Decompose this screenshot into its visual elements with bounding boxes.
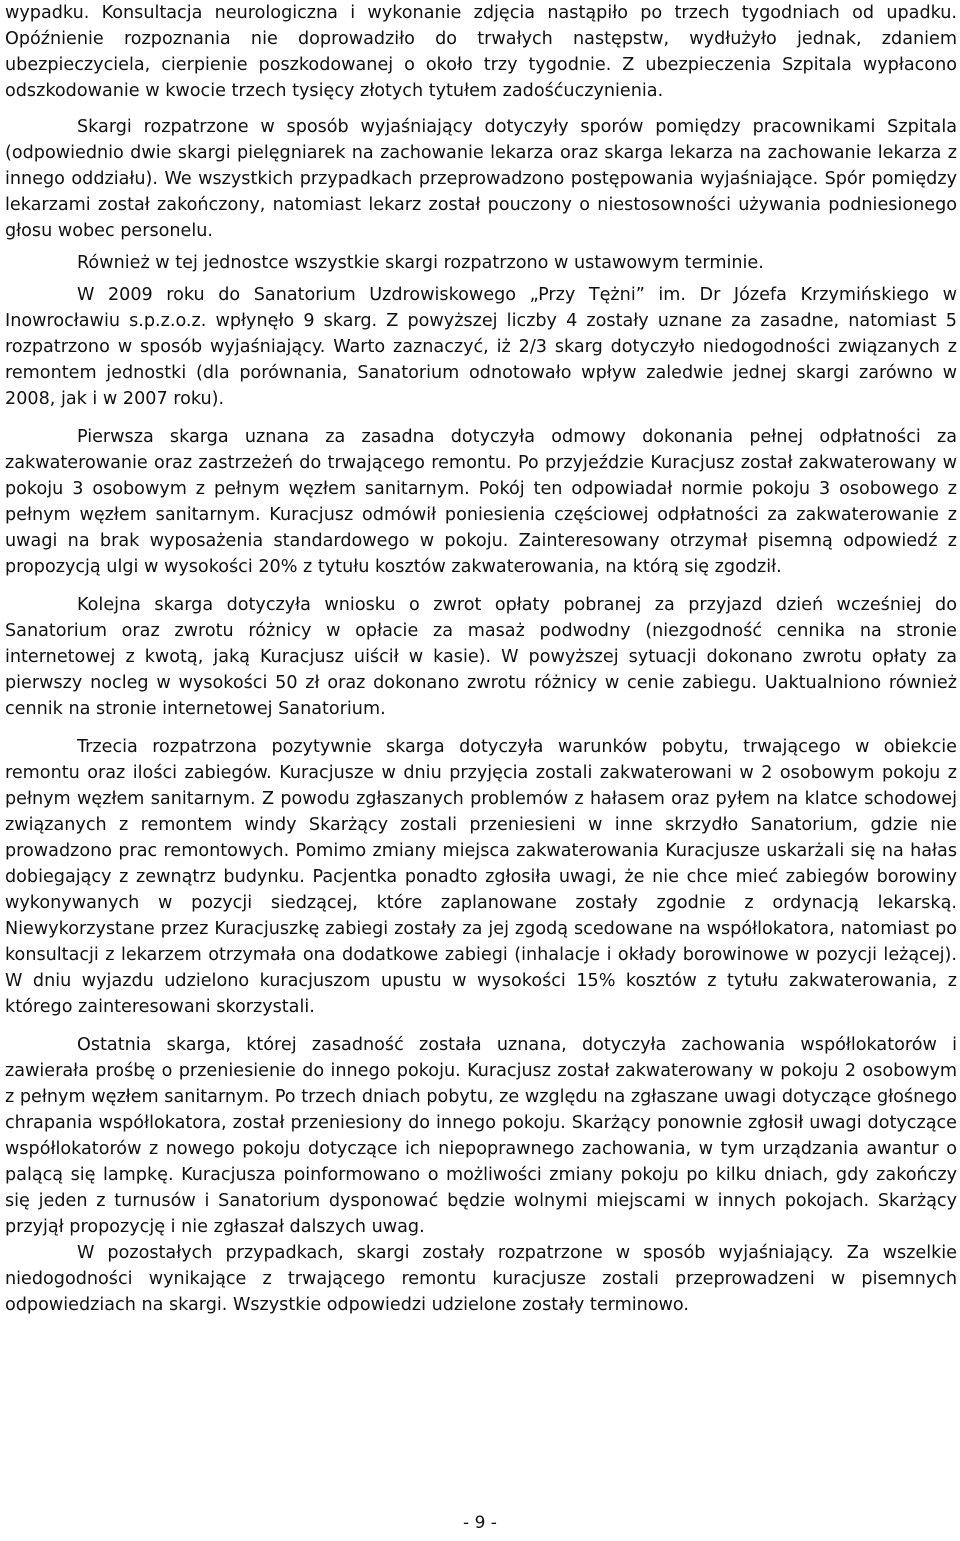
document-page — [5, 0, 957, 1318]
paragraph-statutory-term: Również w tej jednostce wszystkie skargi rozpatrzono w ustawowym terminie. — [77, 253, 764, 273]
page-number: - 9 - — [463, 1513, 497, 1533]
paragraph-third-complaint: Trzecia rozpatrzona pozytywnie skarga dotyczyła warunków pobytu, trwającego w obiekcie remontu oraz ilości zabiegów. Kuracjusze w dniu przyjęcia zostali zakwaterowani w 2 osobowym pokoju z pełnym węzłem sanitarnym. Z powodu zgłaszanych problemów z hałasem oraz pyłem na klatce schodowej związanych z remontem windy Skarżący zostali przeniesieni w inne skrzydło Sanatorium, gdzie nie prowadzono prac remontowych. Pomimo zmiany miejsca zakwaterowania Kuracjusze uskarżali się na hałas dobiegający z zewnątrz budynku. Pacjentka ponadto zgłosiła uwagi, że nie chce mieć zabiegów borowiny wykonywanych w pozycji siedzącej, które zaplanowane zostały zgodnie z ordynacją lekarską. Niewykorzystane przez Kuracjuszkę zabiegi zostały za jej zgodą scedowane na współlokatora, natomiast po konsultacji z lekarzem otrzymała ona dodatkowe zabiegi (inhalacje i okłady borowinowe w pozycji leżącej). W dniu wyjazdu udzielono kuracjuszom upustu w wysokości 15% kosztów z tytułu zakwaterowania, z którego zainteresowani skorzystali. — [5, 737, 957, 1017]
paragraph-continuation: wypadku. Konsultacja neurologiczna i wykonanie zdjęcia nastąpiło po trzech tygodniach od upadku. Opóźnienie rozpoznania nie doprowadziło do trwałych następstw, wydłużyło jednak, zdaniem ubezpieczyciela, cierpienie poszkodowanej o około trzy tygodnie. Z ubezpieczenia Szpitala wypłacono odszkodowanie w kwocie trzech tysięcy złotych tytułem zadośćuczynienia. — [5, 3, 957, 101]
paragraph-second-complaint: Kolejna skarga dotyczyła wniosku o zwrot opłaty pobranej za przyjazd dzień wcześniej do Sanatorium oraz zwrotu różnicy w opłacie za masaż podwodny (niezgodność cennika na stronie internetowej z kwotą, jaką Kuracjusz uiścił w kasie). W powyższej sytuacji dokonano zwrotu opłaty za pierwszy nocleg w wysokości 50 zł oraz dokonano zwrotu różnicy w cenie zabiegu. Uaktualniono również cennik na stronie internetowej Sanatorium. — [5, 595, 957, 719]
paragraph-hospital-complaints: Skargi rozpatrzone w sposób wyjaśniający dotyczyły sporów pomiędzy pracownikami Szpitala (odpowiednio dwie skargi pielęgniarek na zachowanie lekarza oraz skarga lekarza na zachowanie lekarza z innego oddziału). We wszystkich przypadkach przeprowadzono postępowania wyjaśniające. Spór pomiędzy lekarzami został zakończony, natomiast lekarz został pouczony o niestosowności używania podniesionego głosu wobec personelu. — [5, 117, 957, 241]
paragraph-last-complaint: Ostatnia skarga, której zasadność została uznana, dotyczyła zachowania współlokatorów i zawierała prośbę o przeniesienie do innego pokoju. Kuracjusz został zakwaterowany w pokoju 2 osobowym z pełnym węzłem sanitarnym. Po trzech dniach pobytu, ze względu na zgłaszane uwagi dotyczące głośnego chrapania współlokatora, został przeniesiony do innego pokoju. Skarżący ponownie zgłosił uwagi dotyczące współlokatorów z nowego pokoju dotyczące ich niepoprawnego zachowania, w tym urządzania awantur o palącą się lampkę. Kuracjusza poinformowano o możliwości zmiany pokoju po kilku dniach, gdy zakończy się jeden z turnusów i Sanatorium dysponować będzie wolnymi miejscami w innych pokojach. Skarżący przyjął propozycję i nie zgłaszał dalszych uwag. — [5, 1035, 957, 1237]
paragraph-sanatorium-intro: W 2009 roku do Sanatorium Uzdrowiskowego „Przy Tężni” im. Dr Józefa Krzymińskiego w Inowrocławiu s.p.z.o.z. wpłynęło 9 skarg. Z powyższej liczby 4 zostały uznane za zasadne, natomiast 5 rozpatrzono w sposób wyjaśniający. Warto zaznaczyć, iż 2/3 skarg dotyczyło niedogodności związanych z remontem jednostki (dla porównania, Sanatorium odnotowało wpływ zaledwie jednej skargi zarówno w 2008, jak i w 2007 roku). — [5, 285, 957, 409]
paragraph-remaining-cases: W pozostałych przypadkach, skargi zostały rozpatrzone w sposób wyjaśniający. Za wszelkie niedogodności wynikające z trwającego remontu kuracjusze zostali przeprowadzeni w pisemnych odpowiedziach na skargi. Wszystkie odpowiedzi udzielone zostały terminowo. — [5, 1243, 957, 1315]
paragraph-first-complaint: Pierwsza skarga uznana za zasadna dotyczyła odmowy dokonania pełnej odpłatności za zakwaterowanie oraz zastrzeżeń do trwającego remontu. Po przyjeździe Kuracjusz został zakwaterowany w pokoju 3 osobowym z pełnym węzłem sanitarnym. Pokój ten odpowiadał normie pokoju 3 osobowego z pełnym węzłem sanitarnym. Kuracjusz odmówił poniesienia częściowej odpłatności za zakwaterowanie z uwagi na brak wyposażenia standardowego w pokoju. Zainteresowany otrzymał pisemną odpowiedź z propozycją ulgi w wysokości 20% z tytułu kosztów zakwaterowania, na którą się zgodził. — [5, 427, 957, 577]
